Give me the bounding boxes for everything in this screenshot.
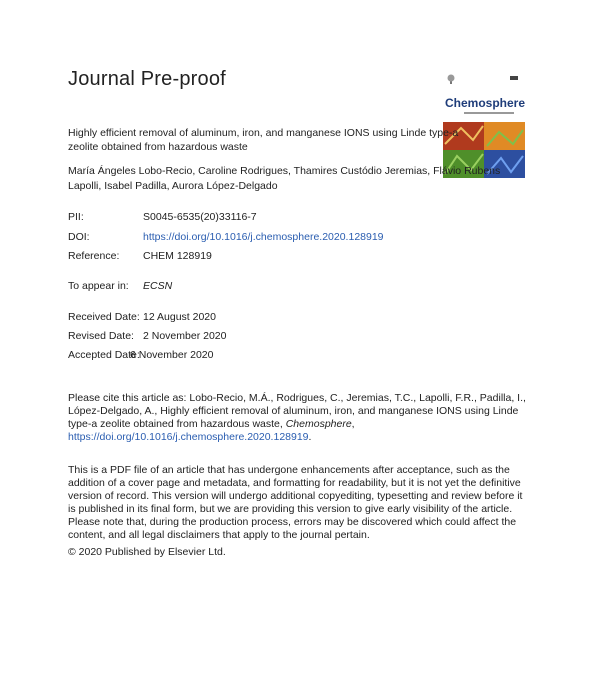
reference-label: Reference: — [68, 250, 120, 262]
page-title: Journal Pre-proof — [68, 68, 226, 90]
pii-label: PII: — [68, 211, 84, 223]
citation-doi-link[interactable]: https://doi.org/10.1016/j.chemosphere.2020.128919 — [68, 431, 309, 443]
article-title: Highly efficient removal of aluminum, iron, and manganese IONS using Linde type-a zeolite obtained from hazardous waste — [68, 127, 459, 153]
appear-value: ECSN — [143, 280, 173, 292]
accepted-label: Accepted Date: — [68, 349, 140, 361]
doi-link[interactable]: https://doi.org/10.1016/j.chemosphere.2020.128919 — [143, 231, 384, 243]
citation-suffix: . — [308, 431, 312, 443]
citation-prefix: Please cite this article as: Lobo-Recio, M.Á., Rodrigues, C., Jeremias, T.C., Lapolli, F.R., Padilla, I., López-Delgado, A., Highly efficient removal of aluminum, iron, and manganese IONS using Linde type-a zeolite obtained from hazardous waste, — [68, 392, 526, 430]
received-label: Received Date: — [68, 311, 140, 323]
citation-separator: , — [351, 418, 355, 430]
author-list: María Ángeles Lobo-Recio, Caroline Rodrigues, Thamires Custódio Jeremias, Flávio Rubens Lapolli, Isabel Padilla, Aurora López-Delgado — [68, 165, 501, 192]
journal-name: Chemosphere — [445, 96, 526, 110]
appear-label: To appear in: — [68, 280, 129, 292]
revised-label: Revised Date: — [68, 330, 134, 342]
accepted-value: 6 November 2020 — [130, 349, 214, 361]
pii-value: S0045-6535(20)33116-7 — [143, 211, 257, 223]
citation-text — [68, 392, 530, 444]
journal-subtitle-rule — [464, 112, 514, 114]
revised-value: 2 November 2020 — [143, 330, 227, 342]
copyright-line: © 2020 Published by Elsevier Ltd. — [68, 546, 226, 558]
preproof-notice: This is a PDF file of an article that has undergone enhancements after acceptance, such as the addition of a cover page and metadata, and formatting for readability, but it is not yet the definitive version of record. This version will undergo additional copyediting, typesetting and review before it is published in its final form, but we are providing this version to give early visibility of the article. Please note that, during the production process, errors may be discovered which could affect the content, and all legal disclaimers that apply to the journal pertain. — [68, 464, 523, 541]
doi-label: DOI: — [68, 231, 90, 243]
citation-journal: Chemosphere — [285, 418, 352, 430]
publisher-mark-icon — [510, 76, 518, 80]
elsevier-tree-icon — [446, 74, 456, 84]
received-value: 12 August 2020 — [143, 311, 216, 323]
reference-value: CHEM 128919 — [143, 250, 212, 262]
